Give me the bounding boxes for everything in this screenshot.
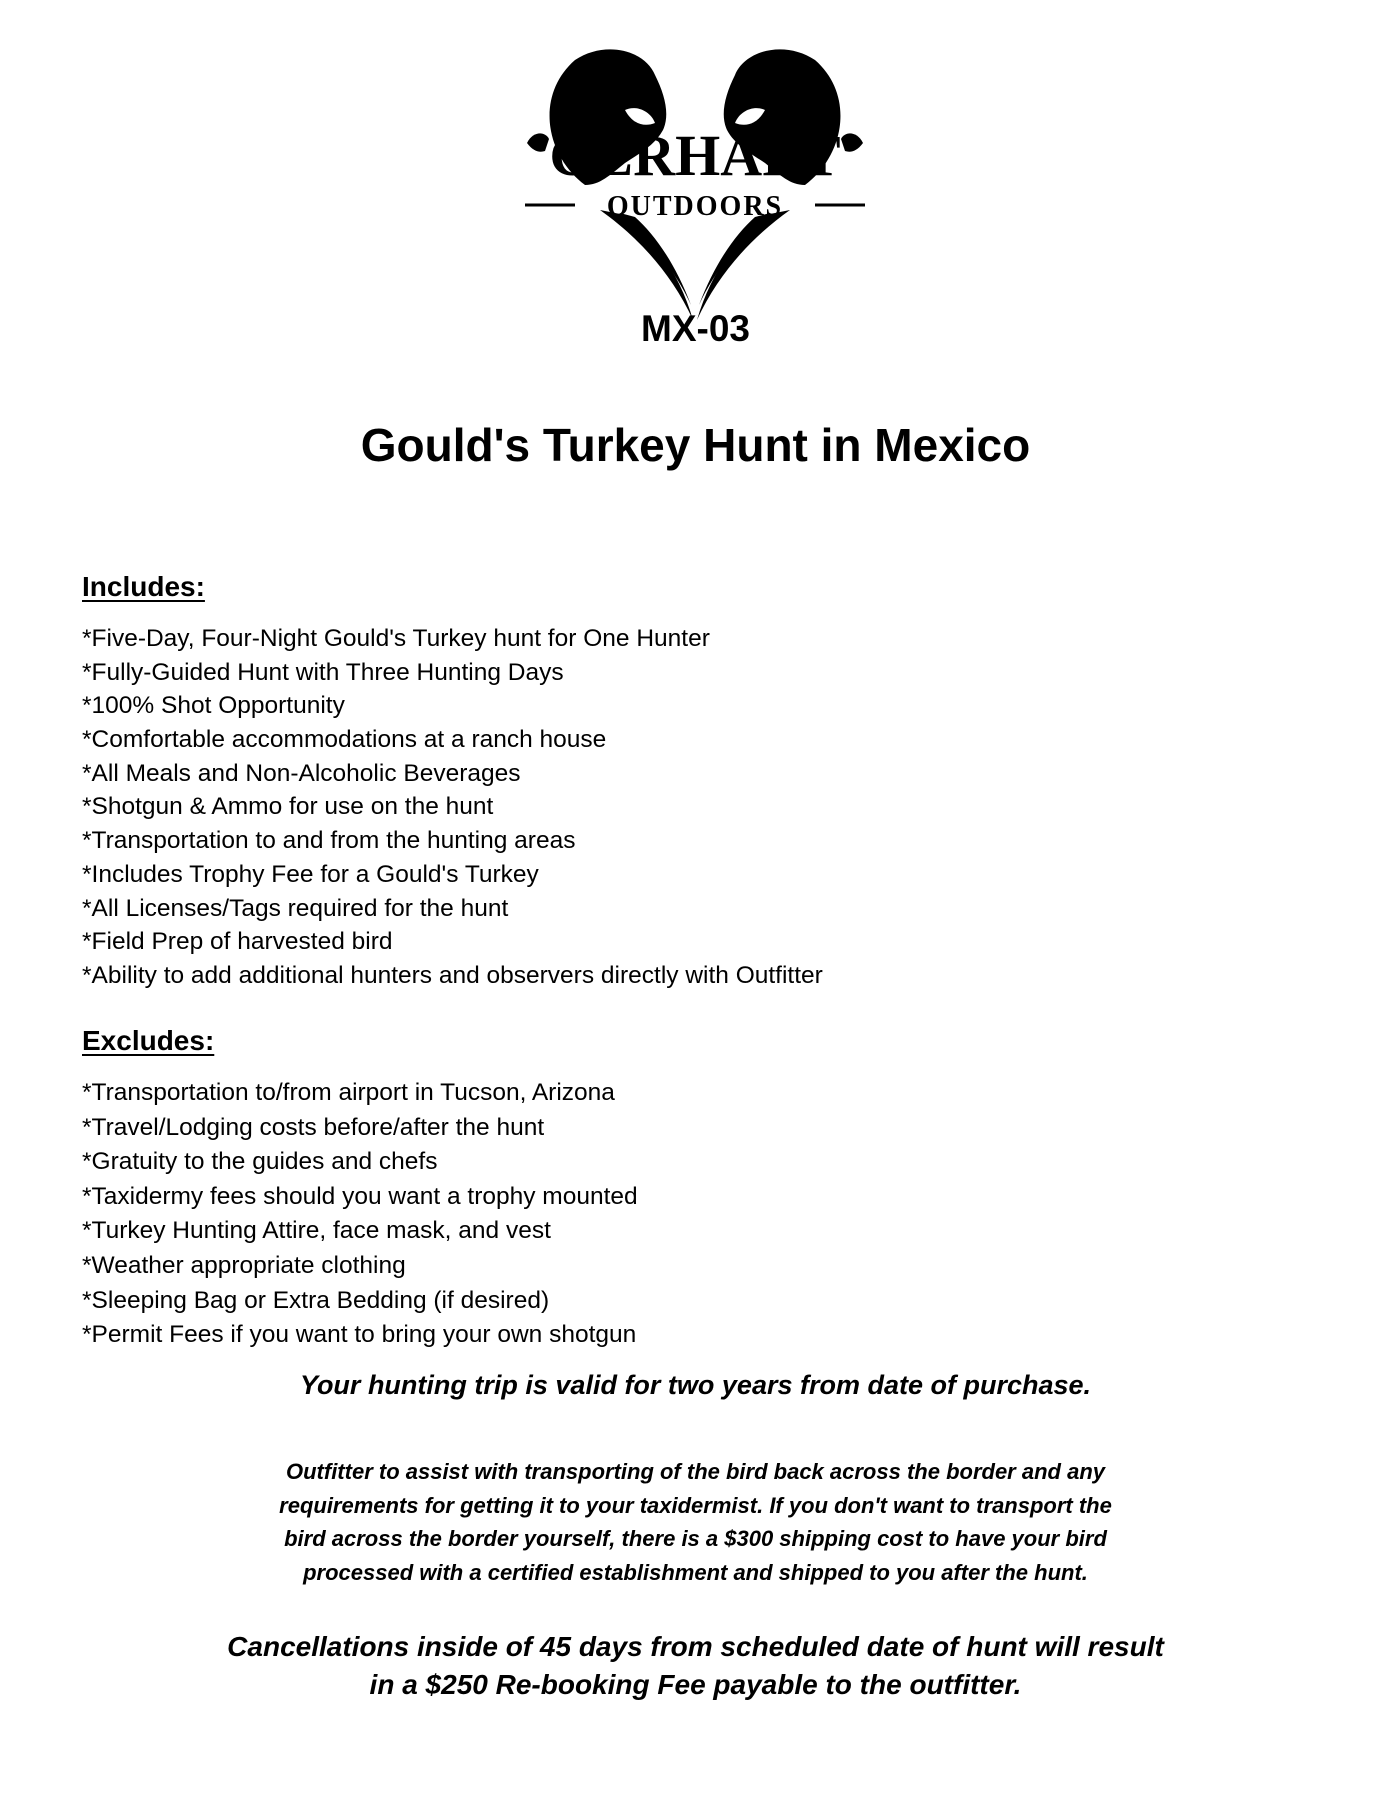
logo-brand-name: GERHART bbox=[549, 123, 841, 188]
list-item: *Comfortable accommodations at a ranch house bbox=[82, 726, 607, 754]
list-item: *Sleeping Bag or Extra Bedding (if desired) bbox=[82, 1286, 550, 1314]
note-line: Cancellations inside of 45 days from scheduled date of hunt will result bbox=[227, 1631, 1164, 1662]
list-item: *All Meals and Non-Alcoholic Beverages bbox=[82, 759, 521, 787]
page-title: Gould's Turkey Hunt in Mexico bbox=[360, 419, 1031, 471]
note-line: requirements for getting it to your taxidermist. If you don't want to transport the bbox=[279, 1492, 1112, 1518]
logo-brand-sub: OUTDOORS bbox=[606, 191, 784, 222]
gerhart-outdoors-wolves-logo-icon bbox=[505, 35, 885, 325]
note-line: Outfitter to assist with transporting of the bird back across the border and any bbox=[285, 1459, 1105, 1484]
list-item: *Weather appropriate clothing bbox=[82, 1251, 406, 1279]
note-line: in a $250 Re-booking Fee payable to the outfitter. bbox=[369, 1669, 1022, 1700]
validity-note: Your hunting trip is valid for two years from date of purchase. bbox=[299, 1370, 1092, 1400]
note-line: bird across the border yourself, there is a $300 shipping cost to have your bird bbox=[284, 1526, 1107, 1551]
list-item: *100% Shot Opportunity bbox=[82, 692, 345, 720]
list-item: *Taxidermy fees should you want a trophy mounted bbox=[82, 1182, 638, 1210]
border-transport-note bbox=[0, 1455, 1391, 1589]
list-item: *All Licenses/Tags required for the hunt bbox=[82, 894, 509, 922]
list-item: *Transportation to and from the hunting areas bbox=[82, 827, 576, 855]
list-item: *Includes Trophy Fee for a Gould's Turkey bbox=[82, 860, 539, 888]
list-item: *Turkey Hunting Attire, face mask, and vest bbox=[82, 1217, 551, 1245]
cancellation-note bbox=[0, 1628, 1391, 1704]
list-item: *Five-Day, Four-Night Gould's Turkey hunt for One Hunter bbox=[82, 625, 710, 652]
package-code: MX-03 bbox=[641, 308, 750, 349]
list-item: *Permit Fees if you want to bring your own shotgun bbox=[82, 1321, 637, 1349]
list-item: *Fully-Guided Hunt with Three Hunting Days bbox=[82, 658, 564, 686]
list-item: *Gratuity to the guides and chefs bbox=[82, 1148, 438, 1176]
excludes-heading: Excludes: bbox=[82, 1025, 215, 1056]
list-item: *Travel/Lodging costs before/after the hunt bbox=[82, 1113, 545, 1141]
list-item: *Transportation to/from airport in Tucson, Arizona bbox=[82, 1079, 615, 1106]
list-item: *Shotgun & Ammo for use on the hunt bbox=[82, 793, 494, 821]
includes-heading: Includes: bbox=[82, 571, 205, 602]
includes-list bbox=[82, 622, 823, 993]
excludes-list bbox=[82, 1076, 638, 1353]
list-item: *Ability to add additional hunters and observers directly with Outfitter bbox=[82, 961, 823, 989]
note-line: processed with a certified establishment and shipped to you after the hunt. bbox=[303, 1559, 1088, 1585]
list-item: *Field Prep of harvested bird bbox=[82, 928, 393, 956]
